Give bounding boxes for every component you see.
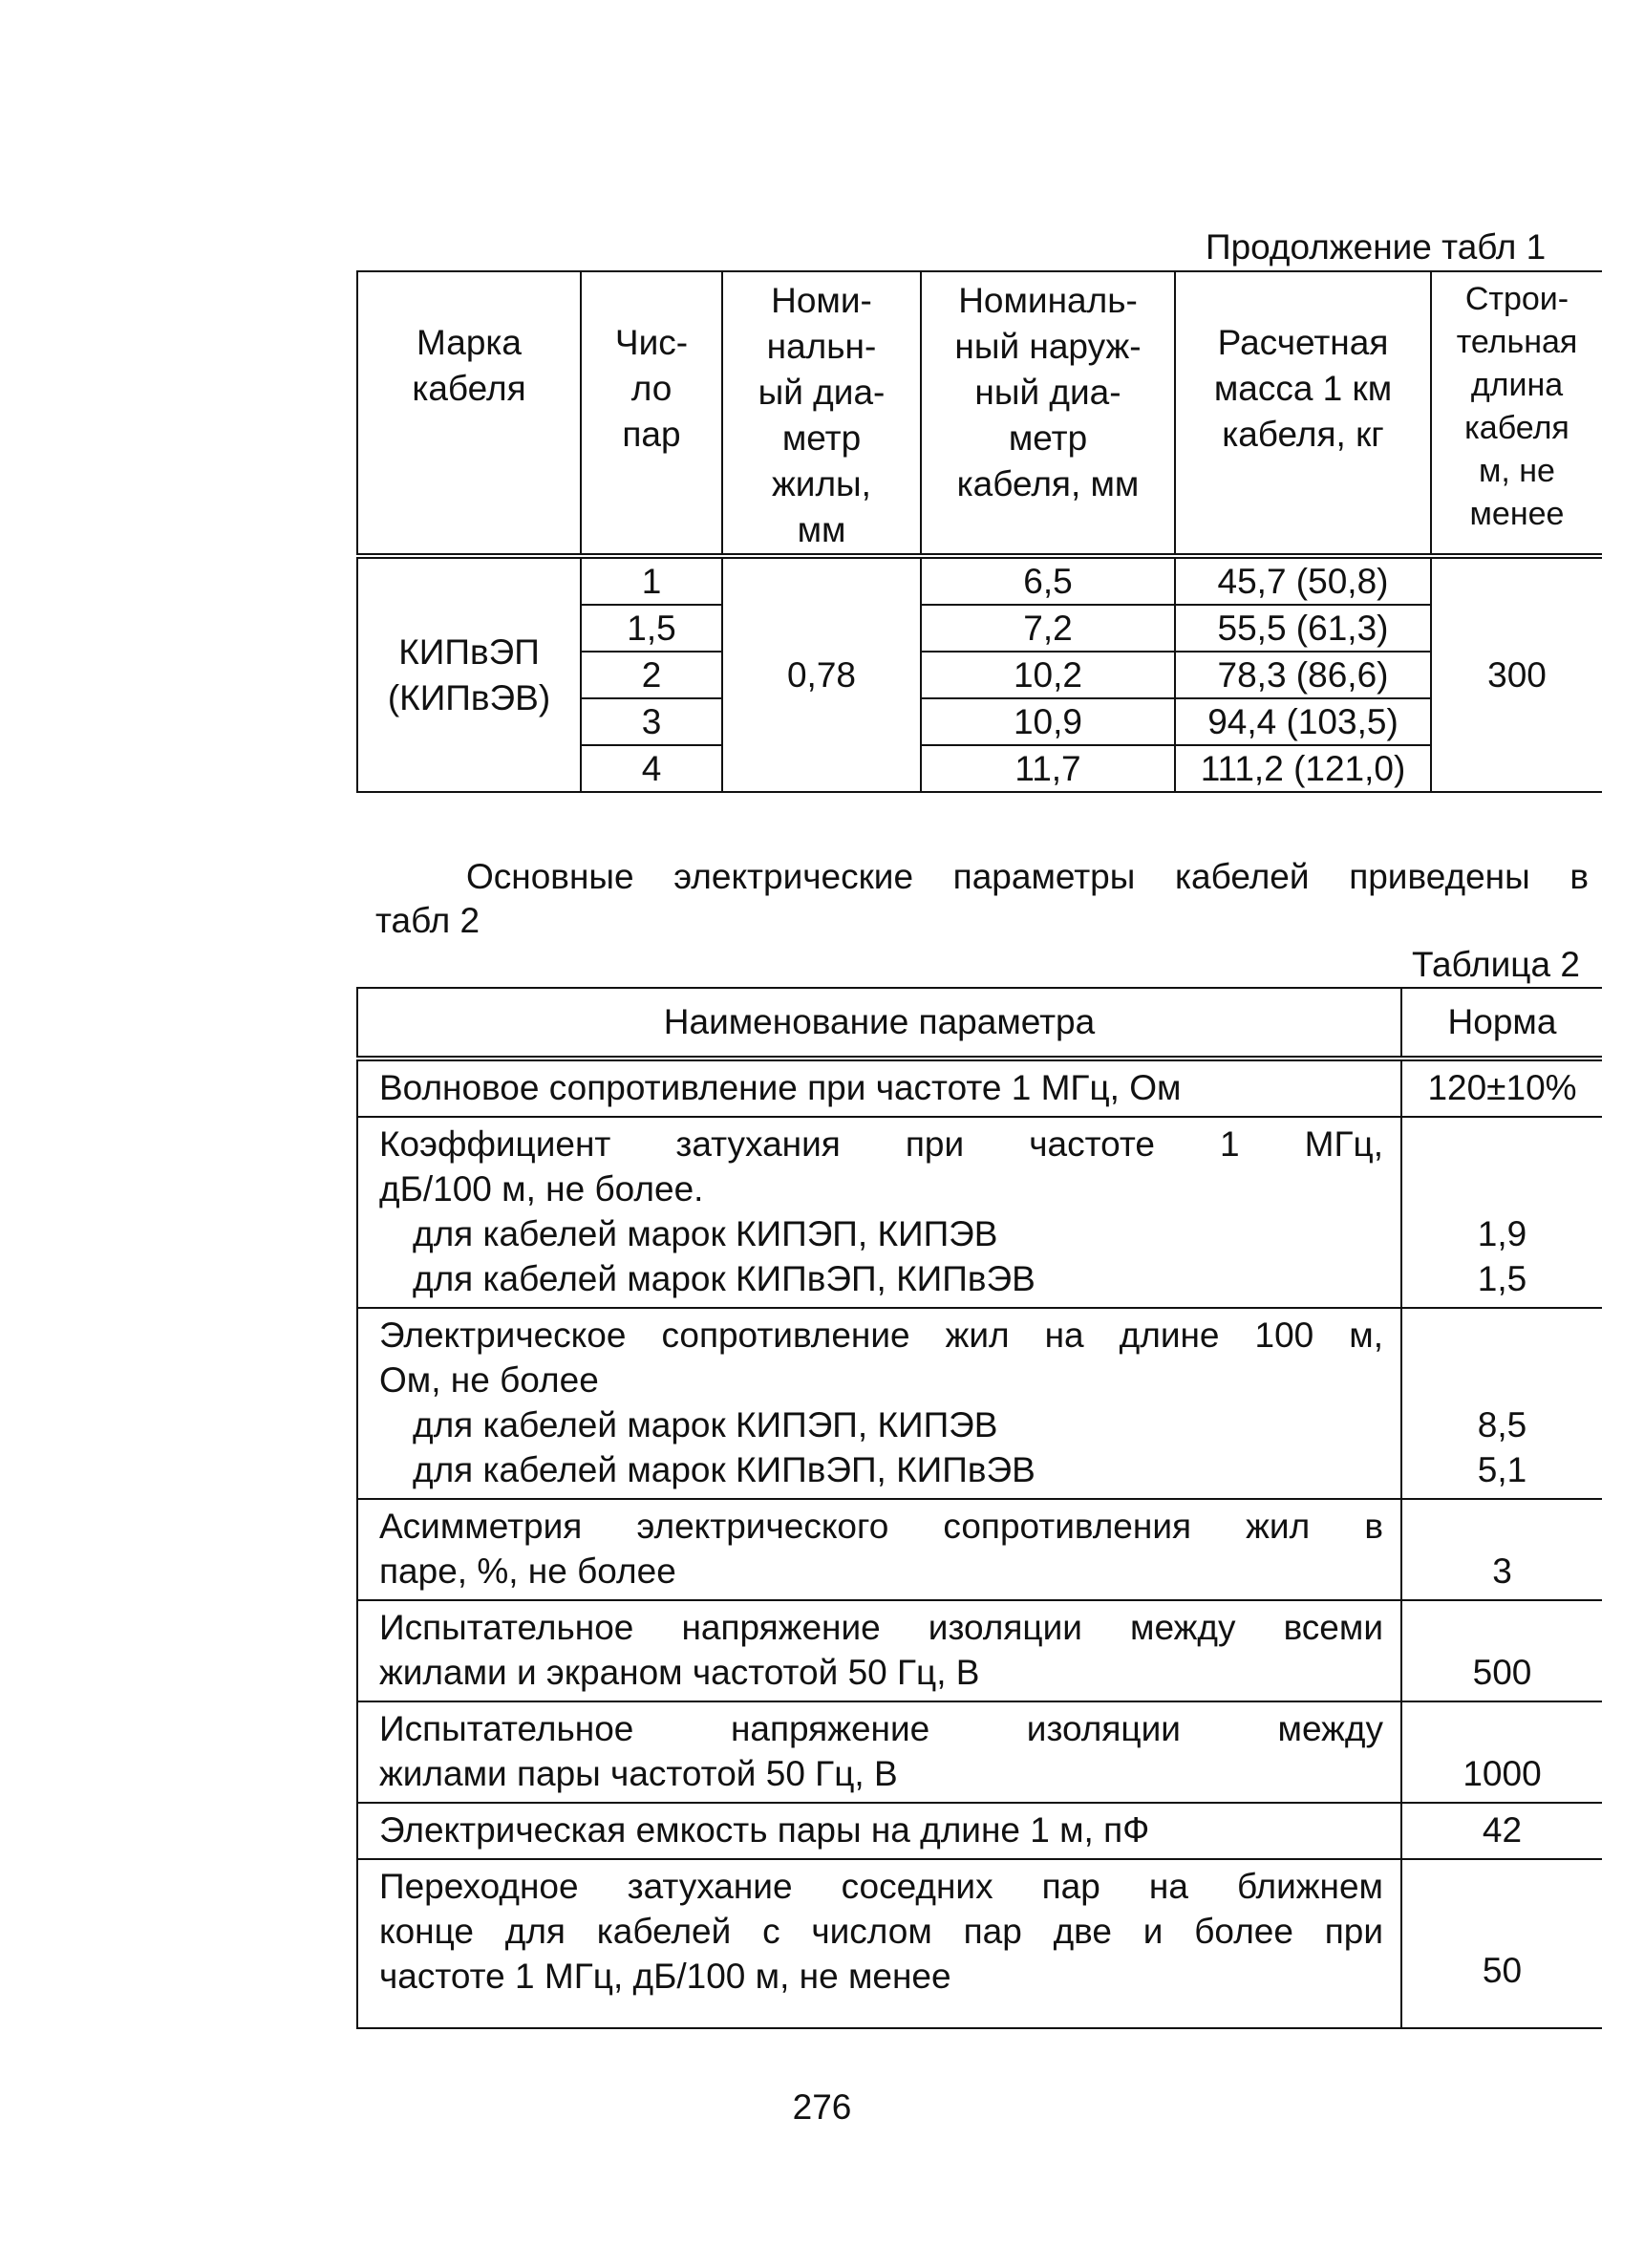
table-row [357, 1701, 1602, 1803]
table-row [357, 1859, 1602, 2028]
electrical-parameters-table [356, 987, 1602, 2029]
table-row [357, 1117, 1602, 1308]
table-row [357, 1308, 1602, 1499]
parameter-subitem: для кабелей марок КИПвЭП, КИПвЭВ [413, 1259, 1036, 1298]
parameter-text: Электрическое сопротивление жил на длине 100 м, [379, 1316, 1383, 1355]
mass-cell: 111,2 (121,0) [1175, 745, 1431, 792]
parameter-text: Волновое сопротивление при частоте 1 МГц, Ом [379, 1068, 1182, 1107]
parameter-text: частоте 1 МГц, дБ/100 м, не менее [379, 1957, 951, 1996]
norm-cell [1401, 1059, 1602, 1117]
norm-cell [1401, 1859, 1602, 2028]
norm-cell [1401, 1701, 1602, 1803]
mass-cell: 94,4 (103,5) [1175, 698, 1431, 745]
pairs-cell: 4 [581, 745, 722, 792]
parameter-name-cell [357, 1803, 1401, 1859]
norm-cell [1401, 1499, 1602, 1600]
parameter-text: Асимметрия электрического сопротивления жил в [379, 1507, 1383, 1546]
norm-value: 1,5 [1477, 1259, 1527, 1298]
norm-value: 8,5 [1477, 1405, 1527, 1444]
parameter-text: Испытательное напряжение изоляции между [379, 1709, 1383, 1748]
parameter-subitem: для кабелей марок КИПЭП, КИПЭВ [413, 1214, 998, 1253]
norm-cell [1401, 1117, 1602, 1308]
pairs-cell: 3 [581, 698, 722, 745]
cable-brand-cell: КИПвЭП (КИПвЭВ) [357, 556, 581, 792]
parameter-name-cell [357, 1701, 1401, 1803]
parameter-text: Коэффициент затухания при частоте 1 МГц, [379, 1124, 1383, 1164]
header-pairs-count: Чис- ло пар [581, 271, 722, 556]
parameter-text: Электрическая емкость пары на длине 1 м, пФ [379, 1810, 1150, 1850]
table-row [357, 1600, 1602, 1701]
cable-dimensions-table [356, 270, 1602, 793]
parameter-text: конце для кабелей с числом пар две и более при [379, 1912, 1383, 1951]
header-build-length: Строи- тельная длина кабеля м, не менее [1431, 271, 1602, 556]
parameter-name-cell [357, 1059, 1401, 1117]
header-parameter-name: Наименование параметра [357, 988, 1401, 1059]
wire-diameter-cell: 0,78 [722, 556, 921, 792]
table-row [357, 1059, 1602, 1117]
parameter-name-cell [357, 1308, 1401, 1499]
norm-value: 500 [1472, 1653, 1532, 1692]
parameter-text: Испытательное напряжение изоляции между всеми [379, 1608, 1383, 1647]
header-outer-diameter: Номиналь- ный наруж- ный диа- метр кабеля, мм [921, 271, 1175, 556]
norm-value: 3 [1492, 1551, 1512, 1591]
outer-diameter-cell: 10,9 [921, 698, 1175, 745]
pairs-cell: 1 [581, 556, 722, 605]
norm-value: 5,1 [1477, 1450, 1527, 1489]
norm-cell [1401, 1803, 1602, 1859]
parameter-text: жилами и экраном частотой 50 Гц, В [379, 1653, 980, 1692]
parameter-text: дБ/100 м, не более. [379, 1169, 704, 1209]
page-number: 276 [792, 2087, 852, 2127]
table2-header-row [357, 988, 1602, 1059]
build-length-cell: 300 [1431, 556, 1602, 792]
outer-diameter-cell: 7,2 [921, 605, 1175, 652]
table1-header-row [357, 271, 1602, 556]
pairs-cell: 2 [581, 652, 722, 698]
mass-cell: 45,7 (50,8) [1175, 556, 1431, 605]
norm-cell [1401, 1308, 1602, 1499]
table2-caption: Таблица 2 [1412, 945, 1580, 984]
parameter-text: Переходное затухание соседних пар на ближнем [379, 1867, 1383, 1906]
body-paragraph [375, 855, 1589, 943]
paragraph-line-1: Основные электрические параметры кабелей приведены в [466, 857, 1589, 896]
parameter-subitem: для кабелей марок КИПЭП, КИПЭВ [413, 1405, 998, 1444]
table-row [357, 1803, 1602, 1859]
table1-caption: Продолжение табл 1 [1206, 227, 1547, 267]
norm-value: 1,9 [1477, 1214, 1527, 1253]
parameter-name-cell [357, 1117, 1401, 1308]
paragraph-line-2: табл 2 [375, 901, 480, 940]
mass-cell: 78,3 (86,6) [1175, 652, 1431, 698]
parameter-text: Ом, не более [379, 1360, 599, 1400]
parameter-name-cell [357, 1600, 1401, 1701]
parameter-name-cell [357, 1859, 1401, 2028]
parameter-text: жилами пары частотой 50 Гц, В [379, 1754, 898, 1793]
norm-value: 120±10% [1427, 1068, 1577, 1107]
parameter-text: паре, %, не более [379, 1551, 676, 1591]
header-wire-diameter: Номи- нальн- ый диа- метр жилы, мм [722, 271, 921, 556]
norm-value: 42 [1482, 1810, 1523, 1850]
header-cable-brand: Марка кабеля [357, 271, 581, 556]
parameter-subitem: для кабелей марок КИПвЭП, КИПвЭВ [413, 1450, 1036, 1489]
table-row [357, 556, 1602, 605]
norm-value: 50 [1482, 1951, 1523, 1990]
pairs-cell: 1,5 [581, 605, 722, 652]
header-mass: Расчетная масса 1 км кабеля, кг [1175, 271, 1431, 556]
outer-diameter-cell: 11,7 [921, 745, 1175, 792]
header-norm: Норма [1401, 988, 1602, 1059]
outer-diameter-cell: 6,5 [921, 556, 1175, 605]
mass-cell: 55,5 (61,3) [1175, 605, 1431, 652]
outer-diameter-cell: 10,2 [921, 652, 1175, 698]
parameter-name-cell [357, 1499, 1401, 1600]
norm-value: 1000 [1463, 1754, 1542, 1793]
table-row [357, 1499, 1602, 1600]
norm-cell [1401, 1600, 1602, 1701]
